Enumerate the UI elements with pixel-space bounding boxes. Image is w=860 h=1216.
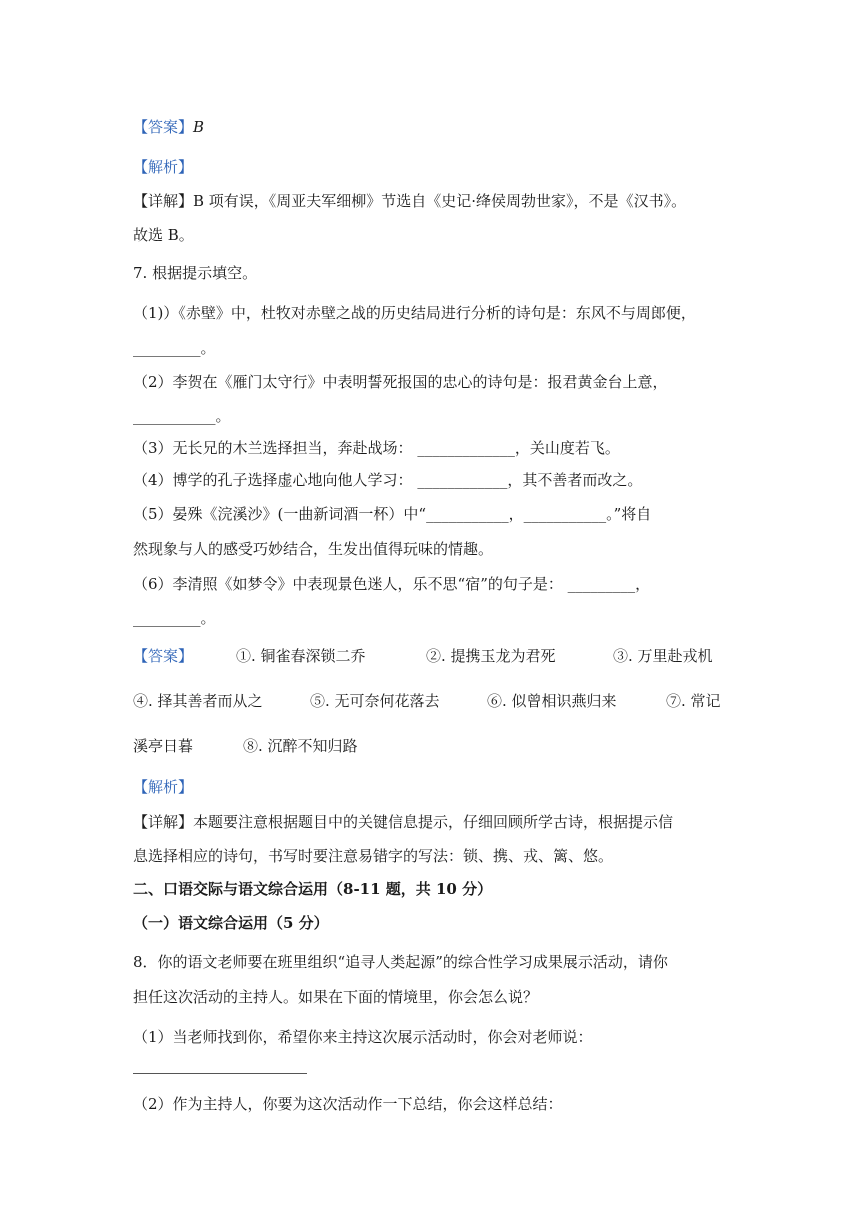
question-7-part5-line1: （5）晏殊《浣溪沙》(一曲新词酒一杯）中“___________，___________。”将自 — [133, 505, 652, 523]
answer-7-item-5: ⑤. 无可奈何花落去 — [310, 692, 440, 710]
answer-7-item-4: ④. 择其善者而从之 — [133, 692, 263, 710]
question-7-title: 7. 根据提示填空。 — [133, 264, 258, 282]
analysis-label: 【解析】 — [133, 158, 194, 176]
answer-label: 【答案】 — [133, 118, 194, 136]
section-2-title: 二、口语交际与语文综合运用（8-11 题，共 10 分） — [133, 880, 493, 898]
question-7-part1-line1: （1)）《赤壁》中，杜牧对赤壁之战的历史结局进行分析的诗句是：东风不与周郎便， — [133, 304, 696, 322]
question-7-part5-line2: 然现象与人的感受巧妙结合，生发出值得玩味的情趣。 — [133, 540, 494, 558]
question-7-part6-line1: （6）李清照《如梦令》中表现景色迷人，乐不思“宿”的句子是： _________， — [133, 575, 651, 593]
answer-label: 【答案】 — [133, 647, 194, 665]
answer-7-item-7b: 溪亭日暮 — [133, 737, 194, 755]
section-2-subtitle: （一）语文综合运用（5 分） — [133, 914, 329, 932]
detail-7-line1: 【详解】本题要注意根据题目中的关键信息提示，仔细回顾所学古诗，根据提示信 — [133, 813, 674, 831]
detail-7-line2: 息选择相应的诗句，书写时要注意易错字的写法：锁、携、戎、篱、悠。 — [133, 847, 614, 865]
answer-7-item-2: ②. 提携玉龙为君死 — [426, 647, 556, 665]
answer-7-item-8: ⑧. 沉醉不知归路 — [243, 737, 358, 755]
answer-7-item-1: ①. 铜雀春深锁二乔 — [236, 647, 366, 665]
question-8-line2: 担任这次活动的主持人。如果在下面的情境里，你会怎么说？ — [133, 988, 539, 1006]
detail-6-line2: 故选 B。 — [133, 226, 194, 244]
question-7-part6-line2: _________。 — [133, 609, 216, 627]
answer-7-item-3: ③. 万里赴戎机 — [613, 647, 713, 665]
question-7-part3: （3）无长兄的木兰选择担当，奔赴战场： _____________，关山度若飞。 — [133, 439, 620, 457]
answer-6 — [133, 117, 204, 137]
answer-value: B — [193, 118, 205, 136]
question-7-part4: （4）博学的孔子选择虚心地向他人学习： ____________，其不善者而改之。 — [133, 471, 643, 489]
question-7-part2-line2: ___________。 — [133, 407, 231, 425]
question-8-line1: 8．你的语文老师要在班里组织“追寻人类起源”的综合性学习成果展示活动，请你 — [133, 953, 668, 971]
question-8-part1: （1）当老师找到你，希望你来主持这次展示活动时，你会对老师说： — [133, 1028, 593, 1046]
question-8-part2: （2）作为主持人，你要为这次活动作一下总结，你会这样总结： — [133, 1095, 563, 1113]
analysis-label: 【解析】 — [133, 778, 194, 796]
answer-7-item-7a: ⑦. 常记 — [666, 692, 721, 710]
detail-6-line1: 【详解】B 项有误，《周亚夫军细柳》节选自《史记·绛侯周勃世家》，不是《汉书》。 — [133, 192, 687, 210]
answer-blank-line — [133, 1073, 307, 1074]
question-7-part1-line2: _________。 — [133, 339, 216, 357]
answer-7-item-6: ⑥. 似曾相识燕归来 — [487, 692, 617, 710]
question-7-part2-line1: （2）李贺在《雁门太守行》中表明誓死报国的忠心的诗句是：报君黄金台上意， — [133, 373, 668, 391]
